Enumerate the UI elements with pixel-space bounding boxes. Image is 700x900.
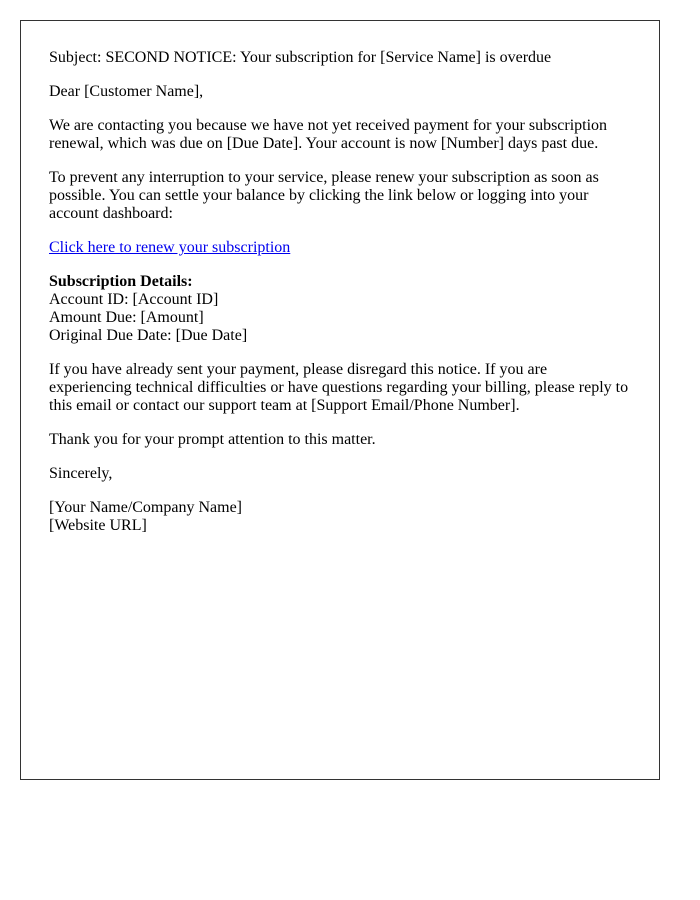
amount-due: Amount Due: [Amount] [49, 309, 204, 326]
letter-container [20, 20, 660, 780]
signature-website: [Website URL] [49, 517, 147, 534]
renew-subscription-link[interactable]: Click here to renew your subscription [49, 239, 291, 256]
thank-you-line: Thank you for your prompt attention to this matter. [49, 431, 376, 448]
email-subject: Subject: SECOND NOTICE: Your subscription for [Service Name] is overdue [49, 49, 552, 66]
renew-link-paragraph [49, 239, 631, 257]
closing: Sincerely, [49, 465, 113, 482]
signature [49, 499, 631, 535]
paragraph-overdue-notice: We are contacting you because we have not yet received payment for your subscription renewal, which was due on [Due Date]. Your account is now [Number] days past due. [49, 117, 608, 152]
paragraph-renew-instructions: To prevent any interruption to your service, please renew your subscription as soon as possible. You can settle your balance by clicking the link below or logging into your account dashboard: [49, 169, 599, 222]
greeting: Dear [Customer Name], [49, 83, 204, 100]
signature-name: [Your Name/Company Name] [49, 499, 243, 516]
account-id: Account ID: [Account ID] [49, 291, 219, 308]
subscription-details [49, 273, 631, 345]
paragraph-support: If you have already sent your payment, please disregard this notice. If you are experiencing technical difficulties or have questions regarding your billing, please reply to this email or contact our support team at [Support Email/Phone Number]. [49, 361, 629, 414]
subscription-details-title: Subscription Details: [49, 273, 193, 290]
original-due-date: Original Due Date: [Due Date] [49, 327, 248, 344]
